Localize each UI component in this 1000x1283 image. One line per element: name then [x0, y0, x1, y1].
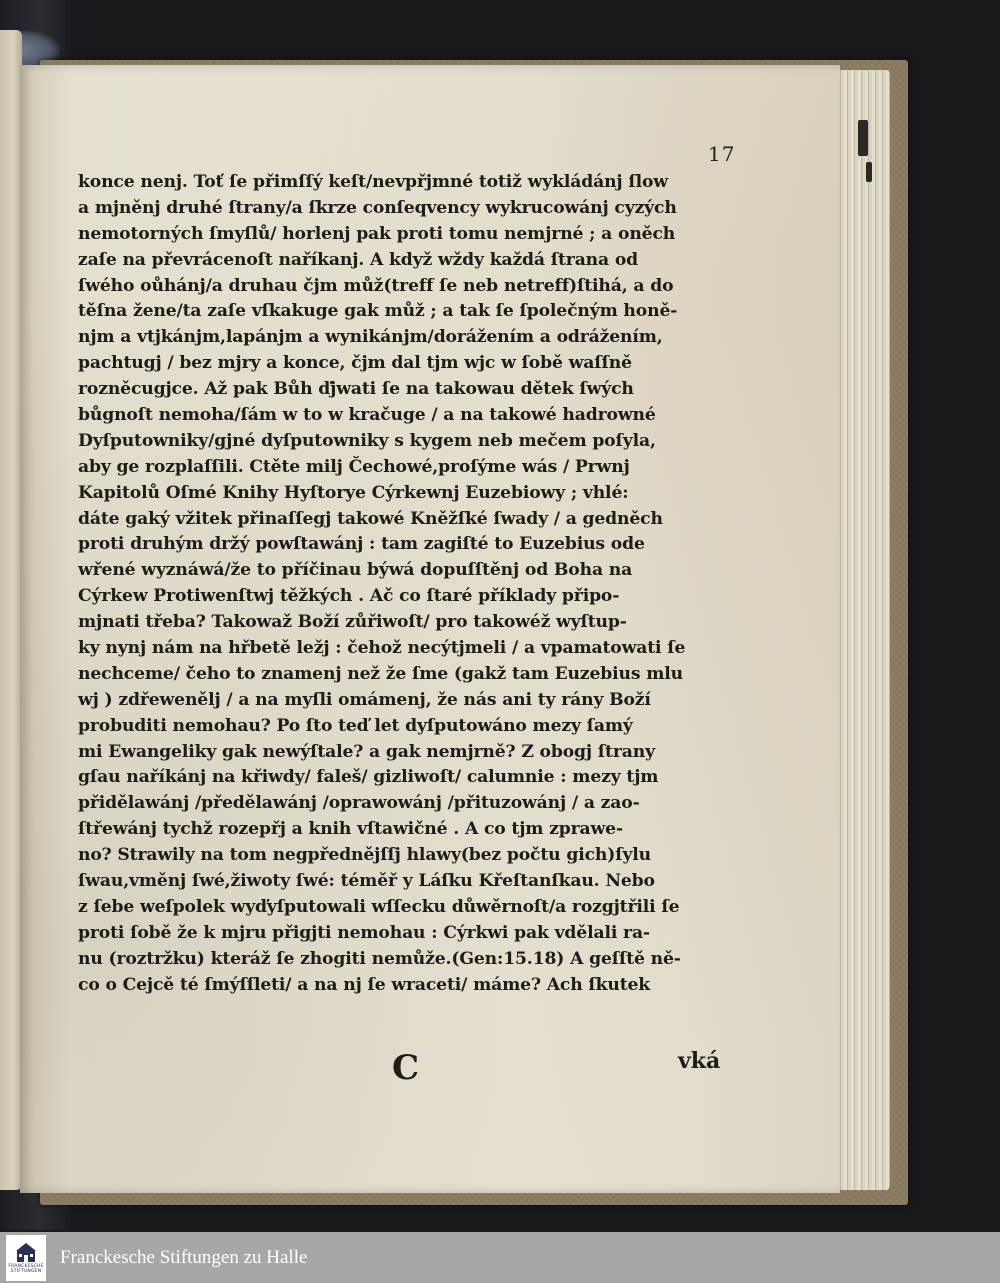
footer-title: Franckesche Stiftungen zu Halle [60, 1246, 308, 1268]
text-line: nemotorných ſmyſlů/ horlenj pak proti tomu nemjrné ; a oněch [78, 223, 676, 244]
text-line: nu (roztržku) kteráž ſe zhogiti nemůže.(Gen:15.18) A geſſtě ně- [78, 948, 681, 969]
text-line: Dyſputowniky/gjné dyſputowniky s kygem neb mečem poſyla, [78, 430, 656, 451]
page-tab-mark [866, 162, 872, 182]
text-line: ſwého oůhánj/a druhau čjm můž(treff ſe neb netreff)ſtihá, a do [78, 275, 674, 296]
institution-building-icon [15, 1242, 37, 1264]
text-line: pachtugj / bez mjry a konce, čjm dal tjm wjc w ſobě waſſně [78, 353, 632, 374]
text-line: co o Cejcě té ſmýſſleti/ a na nj ſe wraceti/ máme? Ach ſkutek [78, 974, 651, 995]
text-line: proti ſobě že k mjru přigjti nemohau : Cýrkwi pak vdělali ra- [78, 922, 650, 943]
text-line: Cýrkew Protiwenſtwj těžkých . Ač co ſtaré příklady připo- [78, 586, 620, 607]
text-line: konce nenj. Toť ſe přimſſý keſt/nevpřjmné totiž wykládánj ſlow [78, 172, 668, 192]
text-line: nechceme/ čeho to znamenj než že ſme (gakž tam Euzebius mlu [78, 663, 684, 684]
logo-text-line-2: STIFTUNGEN [10, 1268, 42, 1274]
text-line: gſau naříkánj na křiwdy/ faleš/ gizliwoſt/ calumnie : mezy tjm [78, 767, 659, 788]
franckesche-stiftungen-logo[interactable] [6, 1235, 46, 1281]
text-line: ſwau,vměnj ſwé,žiwoty ſwé: téměř y Láſku Křeſtanſkau. Nebo [78, 871, 655, 892]
text-line: rozněcugjce. Až pak Bůh ďjwati ſe na takowau dětek ſwých [78, 379, 634, 400]
signature-mark: C [392, 1048, 420, 1088]
text-line: wj ) zdřewenělj / a na myſli omámenj, že nás ani ty rány Boží [78, 689, 651, 710]
text-line: Kapitolů Oſmé Knihy Hyſtorye Cýrkewnj Euzebiowy ; vhlé: [78, 482, 629, 503]
text-line: mjnati třeba? Takowaž Boží zůřiwoſt/ pro takowéž wyſtup- [78, 612, 627, 633]
text-line: z ſebe weſpolek wyďyſputowali wſſecku důwěrnoſt/a rozgjtřili ſe [78, 896, 680, 917]
text-line: zaſe na převrácenoſt naříkanj. A když wždy každá ſtrana od [78, 249, 639, 270]
text-line: proti druhým držý powſtawánj : tam zagiſté to Euzebius ode [78, 534, 645, 555]
page-number: 17 [708, 142, 736, 166]
text-line: přidělawánj /předělawánj /oprawowánj /přituzowánj / a zao- [78, 793, 640, 814]
text-line: těſna žene/ta zaſe vſkakuge gak můž ; a tak ſe ſpolečným honě- [78, 301, 678, 322]
text-line: njm a vtjkánjm,lapánjm a wynikánjm/dorážením a odrážením, [78, 327, 663, 348]
text-line: aby ge rozplaſſili. Ctěte milj Čechowé,proſýme wás / Prwnj [78, 456, 630, 477]
catchword: vká [678, 1048, 721, 1074]
text-line: ky nynj nám na hřbetě ležj : čehož necýtjmeli / a vpamatowati ſe [78, 638, 686, 659]
text-line: no? Strawily na tom negpřednějſſj hlawy(bez počtu gich)ſylu [78, 845, 652, 866]
previous-page-edge [0, 30, 22, 1190]
text-line: a mjněnj druhé ſtrany/a ſkrze conſeqvency wykrucowánj cyzých [78, 197, 677, 218]
text-line: probuditi nemohau? Po ſto teď let dyſputowáno mezy ſamý [78, 715, 633, 736]
text-line: mi Ewangeliky gak newýſtale? a gak nemjrně? Z obogj ſtrany [78, 741, 655, 762]
text-line: bůgnoſt nemoha/ſám w to w kračuge / a na takowé hadrowné [78, 405, 656, 426]
text-line: dáte gaký vžitek přinaſſegj takowé Kněžſké ſwady / a gedněch [78, 508, 663, 529]
page-tab-mark [858, 120, 868, 156]
page-body-text [78, 170, 738, 999]
logo-text-line-1: FRANCKESCHE [8, 1263, 44, 1269]
text-line: wřené wyznáwá/že to příčinau býwá dopuſſtěnj od Boha na [78, 560, 633, 581]
footer-bar [0, 1232, 1000, 1283]
text-line: ſtřewánj tychž rozepřj a knih vſtawičné . A co tjm zprawe- [78, 819, 623, 840]
